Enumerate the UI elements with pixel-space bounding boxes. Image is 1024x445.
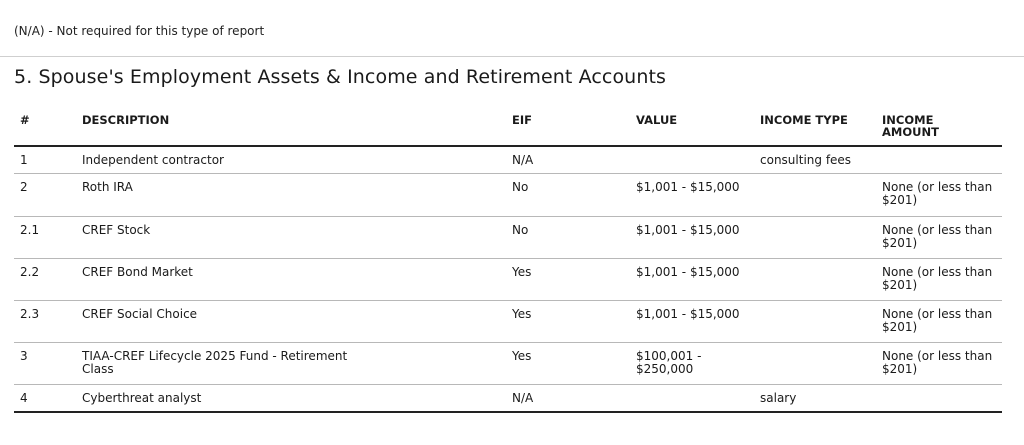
cell-eif: No [506,216,630,258]
cell-description: TIAA-CREF Lifecycle 2025 Fund - Retirement Class [76,342,506,384]
cell-num: 3 [14,342,76,384]
cell-value [630,384,754,412]
cell-eif: N/A [506,146,630,173]
table-row [14,258,1002,300]
cell-value: $1,001 - $15,000 [630,300,754,342]
cell-description: Roth IRA [76,173,506,216]
report-note: (N/A) - Not required for this type of report [14,24,265,38]
cell-num: 1 [14,146,76,173]
cell-income-amount [876,146,1002,173]
cell-value: $100,001 - $250,000 [630,342,754,384]
cell-value [630,146,754,173]
header-income-amount-line2: AMOUNT [882,125,939,139]
cell-description: Independent contractor [76,146,506,173]
section-title: 5. Spouse's Employment Assets & Income and Retirement Accounts [14,66,667,88]
cell-value: $1,001 - $15,000 [630,173,754,216]
cell-description: CREF Bond Market [76,258,506,300]
cell-num: 4 [14,384,76,412]
cell-income-type [754,216,876,258]
cell-income-amount: None (or less than $201) [876,300,1002,342]
cell-num: 2.1 [14,216,76,258]
cell-num: 2.2 [14,258,76,300]
cell-description: CREF Social Choice [76,300,506,342]
cell-eif: N/A [506,384,630,412]
cell-value: $1,001 - $15,000 [630,258,754,300]
cell-eif: Yes [506,342,630,384]
cell-income-type [754,342,876,384]
cell-num: 2 [14,173,76,216]
cell-income-amount: None (or less than $201) [876,342,1002,384]
cell-income-amount [876,384,1002,412]
assets-income-table [14,110,1002,413]
cell-income-amount: None (or less than $201) [876,258,1002,300]
table-header-row [14,110,1002,146]
table-row [14,342,1002,384]
table-row [14,384,1002,412]
header-income-type: INCOME TYPE [760,113,848,127]
cell-income-type [754,258,876,300]
cell-eif: Yes [506,258,630,300]
cell-num: 2.3 [14,300,76,342]
header-income-amount-line1: INCOME [882,113,934,127]
table-row [14,216,1002,258]
cell-income-type: salary [754,384,876,412]
cell-eif: Yes [506,300,630,342]
cell-income-type: consulting fees [754,146,876,173]
cell-description: CREF Stock [76,216,506,258]
header-num: # [20,113,30,127]
table-row [14,146,1002,173]
cell-description: Cyberthreat analyst [76,384,506,412]
table-row [14,173,1002,216]
header-value: VALUE [636,113,678,127]
cell-income-amount: None (or less than $201) [876,216,1002,258]
cell-eif: No [506,173,630,216]
header-eif: EIF [512,113,532,127]
divider [0,56,1024,57]
cell-value: $1,001 - $15,000 [630,216,754,258]
cell-income-type [754,300,876,342]
header-income-amount [876,110,1002,146]
table-row [14,300,1002,342]
header-description: DESCRIPTION [82,113,170,127]
cell-income-type [754,173,876,216]
cell-income-amount: None (or less than $201) [876,173,1002,216]
